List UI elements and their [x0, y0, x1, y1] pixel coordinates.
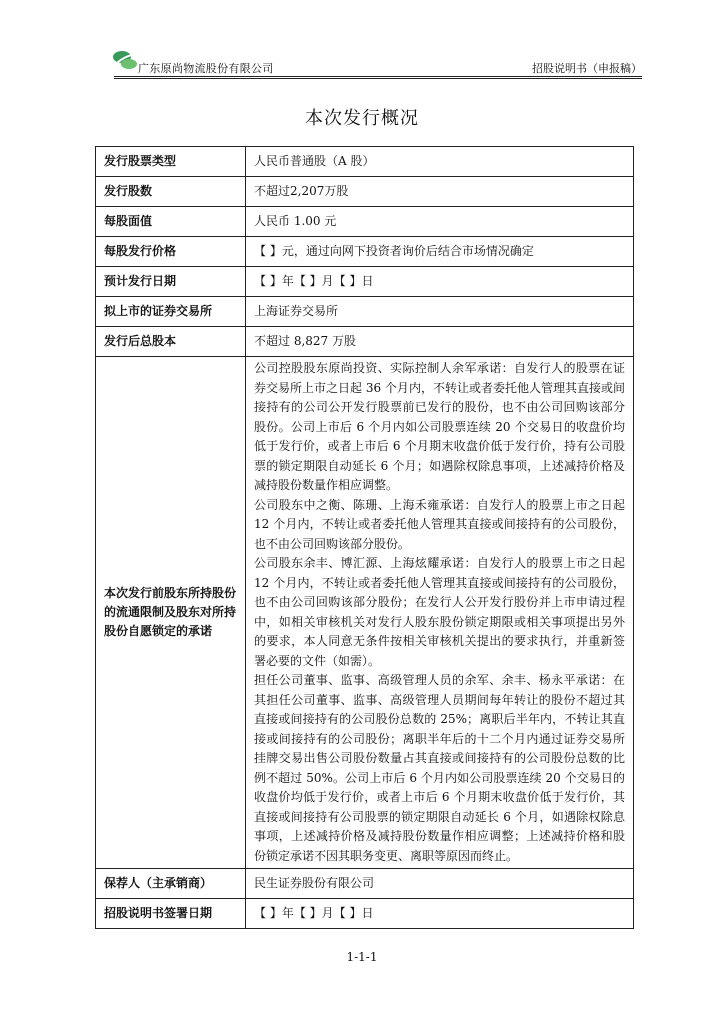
row-value: 人民币普通股（A 股）	[246, 147, 634, 177]
row-label: 每股面值	[96, 207, 246, 237]
lockup-paragraph: 公司股东中之衡、陈珊、上海禾雍承诺：自发行人的股票上市之日起 12 个月内，不转让或者委托他人管理其直接或间接持有的公司股份，也不由公司回购该部分股份。	[254, 497, 625, 551]
lockup-commitments	[246, 357, 634, 869]
table-row	[96, 327, 634, 357]
row-label: 发行股数	[96, 177, 246, 207]
row-value: 【 】元，通过向网下投资者询价后结合市场情况确定	[246, 237, 634, 267]
row-value: 【 】年【 】月【 】日	[246, 267, 634, 297]
table-row	[96, 297, 634, 327]
table-row	[96, 237, 634, 267]
row-label: 每股发行价格	[96, 237, 246, 267]
row-label: 拟上市的证券交易所	[96, 297, 246, 327]
table-row	[96, 899, 634, 929]
table-row	[96, 207, 634, 237]
row-value: 不超过 8,827 万股	[246, 327, 634, 357]
table-row	[96, 147, 634, 177]
company-logo-icon	[112, 48, 140, 74]
lockup-paragraph: 公司股东余丰、博汇源、上海炫耀承诺：自发行人的股票上市之日起 12 个月内，不转让或者委托他人管理其直接或间接持有的公司股份，也不由公司回购该部分股份；在发行人公开发行股份并上市申请过程中，如相关审核机关对发行人股东股份锁定期限或相关事项提出另外的要求，本人同意无条件按相关审核机关提出的要求执行，并重新签署必要的文件（如需）。	[254, 556, 625, 668]
row-label: 预计发行日期	[96, 267, 246, 297]
lockup-label: 本次发行前股东所持股份的流通限制及股东对所持股份自愿锁定的承诺	[96, 357, 246, 869]
row-value: 【 】年【 】月【 】日	[246, 899, 634, 929]
company-name: 广东原尚物流股份有限公司	[138, 62, 274, 75]
lockup-paragraph: 公司控股股东原尚投资、实际控制人余军承诺：自发行人的股票在证券交易所上市之日起 36 个月内，不转让或者委托他人管理其直接或间接持有的公司公开发行股票前已发行的股份，也不由公司回购该部分股份。公司上市后 6 个月内如公司股票连续 20 个交易日的收盘价均低于发行价，或者上市后 6 个月期末收盘价低于发行价，持有公司股票的锁定期限自动延长 6 个月；如遇除权除息事项，上述减持价格及减持股份数量作相应调整。	[254, 361, 625, 492]
row-value: 人民币 1.00 元	[246, 207, 634, 237]
table-row	[96, 869, 634, 899]
row-label: 保荐人（主承销商）	[96, 869, 246, 899]
table-row-lockup	[96, 357, 634, 869]
row-value: 上海证券交易所	[246, 297, 634, 327]
document-type: 招股说明书（申报稿）	[532, 62, 642, 75]
table-row	[96, 177, 634, 207]
header-rule	[114, 76, 642, 77]
row-label: 发行后总股本	[96, 327, 246, 357]
row-value: 民生证券股份有限公司	[246, 869, 634, 899]
page-number: 1-1-1	[346, 950, 378, 964]
row-value: 不超过2,207万股	[246, 177, 634, 207]
row-label: 招股说明书签署日期	[96, 899, 246, 929]
page-header	[112, 48, 642, 78]
lockup-paragraph: 担任公司董事、监事、高级管理人员的余军、余丰、杨永平承诺：在其担任公司董事、监事、高级管理人员期间每年转让的股份不超过其直接或间接持有的公司股份总数的 25%；离职后半年内，不转让其直接或间接持有的公司股份；离职半年后的十二个月内通过证券交易所挂牌交易出售公司股份数量占其直接或间接持有的公司股份总数的比例不超过 50%。公司上市后 6 个月内如公司股票连续 20 个交易日的收盘价均低于发行价，或者上市后 6 个月期末收盘价低于发行价，其直接或间接持有公司股票的锁定期限自动延长 6 个月，如遇除权除息事项，上述减持价格及减持股份数量作相应调整；上述减持价格和股份锁定承诺不因其职务变更、离职等原因而终止。	[254, 673, 625, 863]
header-rule-thin	[114, 78, 642, 79]
row-label: 发行股票类型	[96, 147, 246, 177]
table-row	[96, 267, 634, 297]
offering-overview-table	[95, 146, 634, 929]
page-title: 本次发行概况	[305, 108, 419, 129]
